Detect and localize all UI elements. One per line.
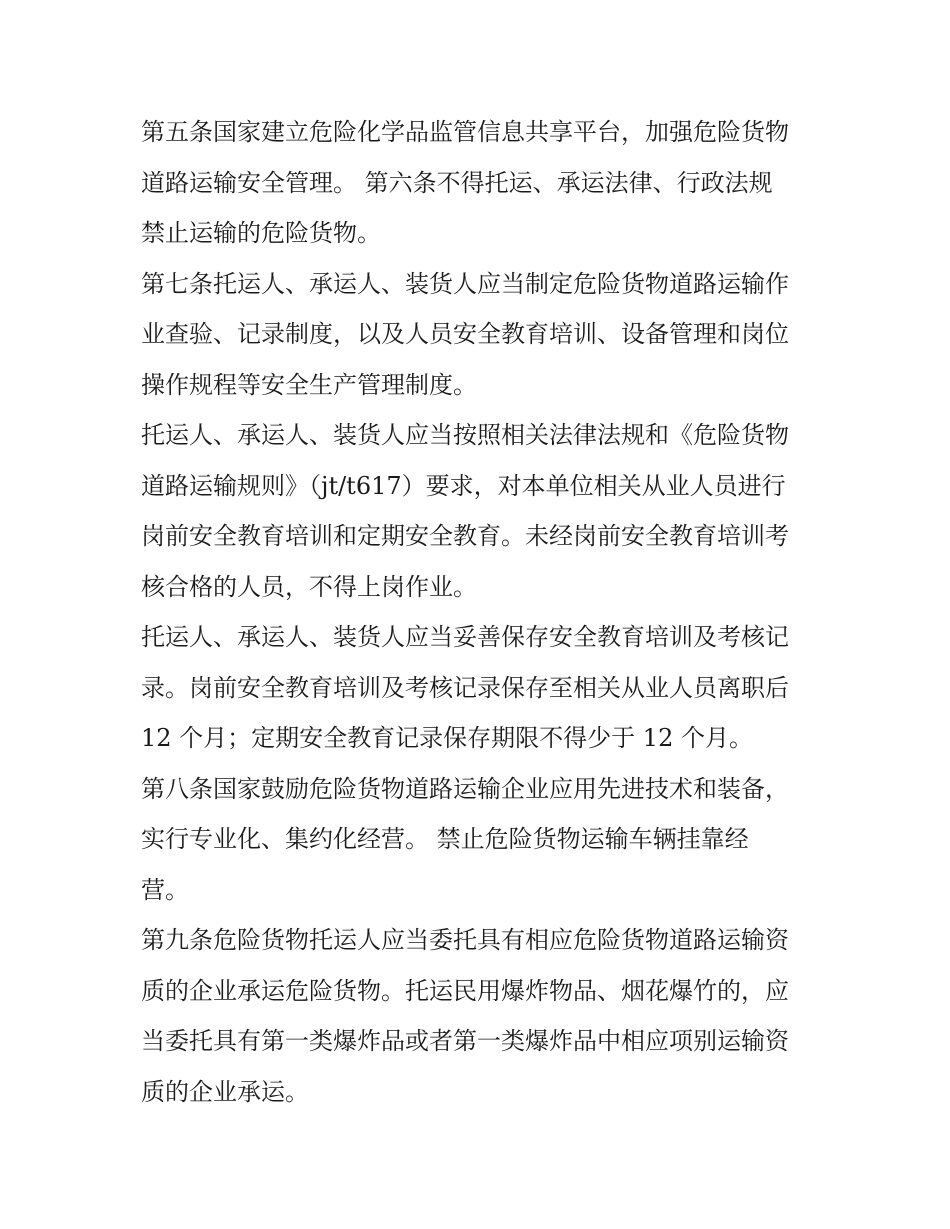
text-line: 业查验、记录制度，以及人员安全教育培训、设备管理和岗位 bbox=[141, 320, 789, 348]
paragraph-training-records bbox=[141, 612, 821, 764]
paragraph-training-requirements bbox=[141, 410, 821, 612]
text-line: 实行专业化、集约化经营。 禁止危险货物运输车辆挂靠经 bbox=[141, 825, 749, 853]
text-line: 第九条危险货物托运人应当委托具有相应危险货物道路运输资 bbox=[141, 926, 789, 954]
text-line: 质的企业承运。 bbox=[141, 1077, 309, 1106]
text-line: 托运人、承运人、装货人应当妥善保存安全教育培训及考核记 bbox=[141, 623, 789, 651]
text-line: 岗前安全教育培训和定期安全教育。未经岗前安全教育培训考 bbox=[141, 522, 789, 550]
paragraph-article-7 bbox=[141, 259, 821, 411]
text-line: 第八条国家鼓励危险货物道路运输企业应用先进技术和装备， bbox=[141, 774, 789, 803]
text-line: 营。 bbox=[141, 875, 189, 904]
text-line: 质的企业承运危险货物。托运民用爆炸物品、烟花爆竹的，应 bbox=[141, 976, 789, 1005]
text-line: 道路运输规则》（jt/t617）要求，对本单位相关从业人员进行 bbox=[141, 471, 786, 500]
paragraph-article-9 bbox=[141, 915, 821, 1117]
text-line: 核合格的人员，不得上岗作业。 bbox=[141, 572, 477, 601]
text-line: 托运人、承运人、装货人应当按照相关法律法规和《危险货物 bbox=[141, 421, 789, 449]
text-line: 录。岗前安全教育培训及考核记录保存至相关从业人员离职后 bbox=[141, 673, 789, 702]
text-line: 道路运输安全管理。 第六条不得托运、承运法律、行政法规 bbox=[141, 168, 773, 197]
text-line: 当委托具有第一类爆炸品或者第一类爆炸品中相应项别运输资 bbox=[141, 1027, 789, 1055]
text-line: 12 个月；定期安全教育记录保存期限不得少于 12 个月。 bbox=[141, 724, 753, 752]
text-line: 操作规程等安全生产管理制度。 bbox=[141, 370, 477, 399]
paragraph-article-5-6 bbox=[141, 107, 821, 259]
paragraph-article-8 bbox=[141, 764, 821, 916]
text-line: 第七条托运人、承运人、装货人应当制定危险货物道路运输作 bbox=[141, 269, 789, 298]
text-line: 第五条国家建立危险化学品监管信息共享平台，加强危险货物 bbox=[141, 118, 789, 146]
text-line: 禁止运输的危险货物。 bbox=[141, 219, 381, 247]
document-body bbox=[141, 107, 821, 1117]
